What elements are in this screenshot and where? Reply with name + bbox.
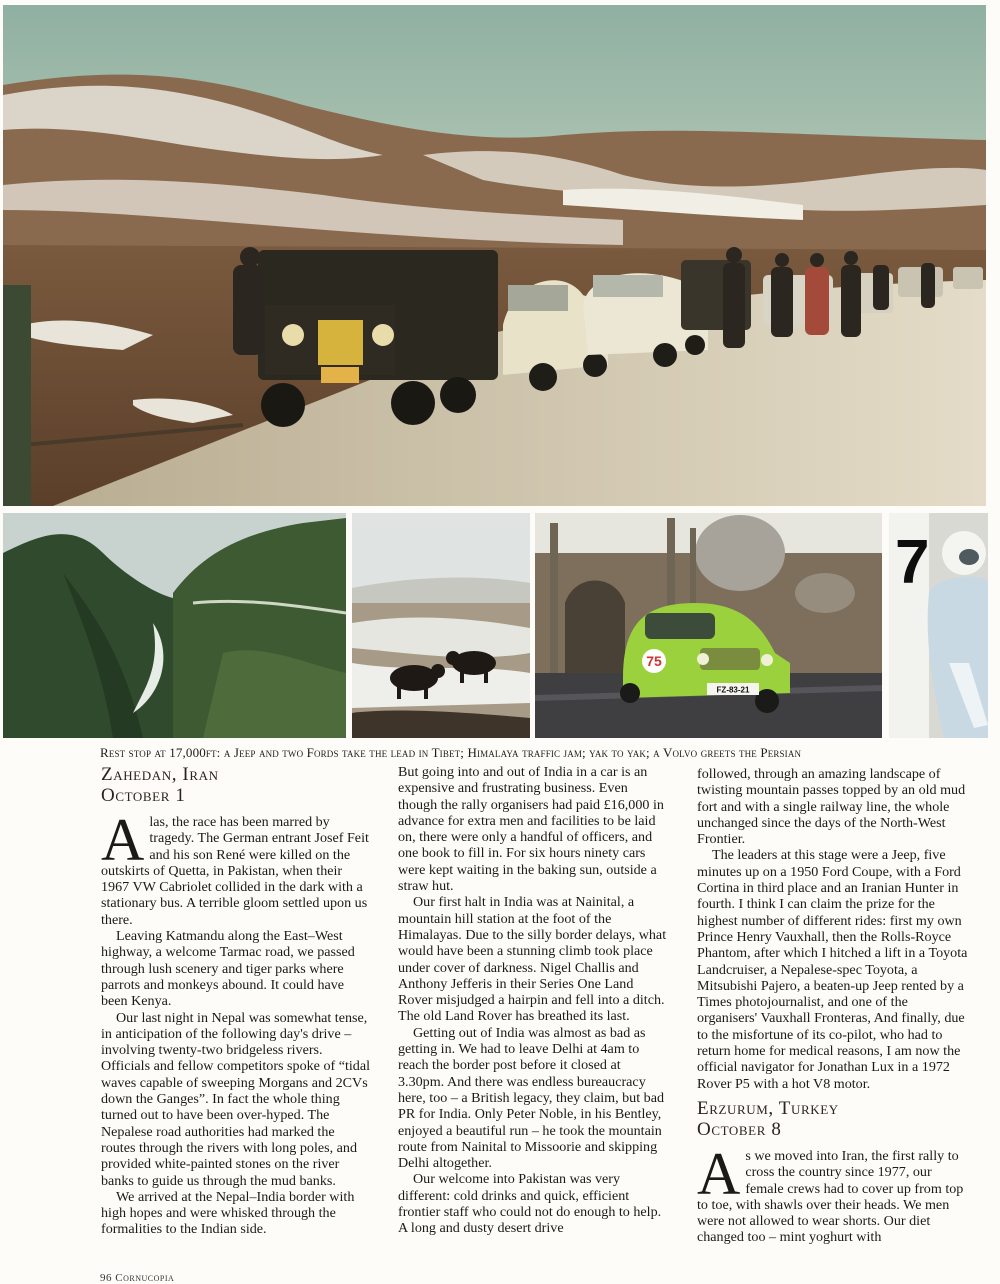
section-heading-date: October 1 bbox=[101, 785, 186, 806]
paragraph: Our welcome into Pakistan was very different: cold drinks and quick, efficient frontier staff who could not do enough to help. A long and dusty desert drive bbox=[398, 1171, 662, 1237]
paragraph: Getting out of India was almost as bad as getting in. We had to leave Delhi at 4am to reach the border post before it closed at 3.30pm. And there was endless bureaucracy here, too – a British legacy, they claim, but bad PR for India. Only Peter Noble, in his Bentley, enjoyed a beautiful run – he took the mountain route from Nainital to Missoorie and skipping Delhi altogether. bbox=[398, 1024, 665, 1172]
photo-driver-in-helmet bbox=[889, 513, 988, 738]
paragraph: We arrived at the Nepal–India border with high hopes and were whisked through the formalities to the Indian side. bbox=[101, 1188, 355, 1238]
article-column-2 bbox=[398, 764, 668, 1237]
drop-cap: A bbox=[101, 807, 145, 873]
photo-himalaya-mountain-road bbox=[3, 513, 346, 738]
paragraph-text: las, the race has been marred by tragedy. The German entrant Josef Feit and his son René were killed on the outskirts of Quetta, in Pakistan, when their 1967 VW Cabriolet collided in the dark with a stationary bus. A terrible gloom settled upon us there. bbox=[101, 814, 369, 928]
paragraph: But going into and out of India in a car is an expensive and frustrating business. Even though the rally organisers had paid £16,000 in advance for extra men and facilities to be laid on, there were only a handful of officers, and one book to fill in. For six hours ninety cars were kept waiting in the baking sun, outside a straw hut. bbox=[398, 764, 664, 895]
paragraph bbox=[697, 1140, 970, 1246]
section-heading-place: Zahedan, Iran bbox=[101, 764, 219, 785]
paragraph: followed, through an amazing landscape of twisting mountain passes topped by an old mud fort and with a single railway line, the whole unchanged since the days of the North-West Frontier. bbox=[697, 766, 966, 848]
photo-yak-to-yak bbox=[352, 513, 530, 738]
photo-volvo-illustration bbox=[535, 513, 882, 738]
photo-caption: Rest stop at 17,000ft: a Jeep and two Fords take the lead in Tibet; Himalaya traffic jam; yak to yak; a Volvo greets the Persian bbox=[100, 745, 802, 760]
photo-driver-illustration bbox=[889, 513, 988, 738]
paragraph-text: s we moved into Iran, the first rally to cross the country since 1977, our female crews had to cover up from top to toe, with shawls over their heads. We men were not allowed to wear shorts. Our diet changed too – mint yoghurt with bbox=[697, 1147, 964, 1246]
article-column-1 bbox=[101, 764, 371, 1238]
paragraph: Leaving Katmandu along the East–West highway, a welcome Tarmac road, we passed through lush scenery and tiger parks where parrots and monkeys abound. It could have been Kenya. bbox=[101, 928, 355, 1010]
paragraph bbox=[101, 807, 371, 928]
paragraph: Our last night in Nepal was somewhat tense, in anticipation of the following day's drive – involving twenty-two bridgeless rivers. Officials and fellow competitors spoke of “tidal waves capable of sweeping Morgans and 2CVs down the Ganges”. In fact the whole thing turned out to have been over-hyped. The Nepalese road authorities had marked the routes through the rivers with long poles, and provided white-painted stones on the river banks to guide us through the mud banks. bbox=[101, 1009, 371, 1189]
photo-himalaya-illustration bbox=[3, 513, 346, 738]
article-column-3 bbox=[697, 766, 970, 1246]
section-heading-date: October 8 bbox=[697, 1118, 782, 1140]
section-heading-block bbox=[697, 1098, 970, 1140]
page-footer: 96 Cornucopia bbox=[100, 1272, 175, 1284]
drop-cap: A bbox=[697, 1140, 741, 1207]
section-heading-place: Erzurum, Turkey bbox=[697, 1097, 839, 1119]
hero-photo-illustration bbox=[3, 5, 986, 506]
volvo-race-number: 75 bbox=[646, 653, 662, 669]
photo-yak-illustration bbox=[352, 513, 530, 738]
hero-photo-rally-cars-tibet bbox=[3, 5, 986, 506]
paragraph: The leaders at this stage were a Jeep, five minutes up on a 1950 Ford Coupe, with a Ford Cortina in third place and an Iranian Hunter in fourth. I think I can claim the prize for the highest number of different rides: first my own Prince Henry Vauxhall, then the Rolls-Royce Phantom, after which I hitched a lift in a Toyota Landcruiser, a Nepalese-spec Toyota, a Mitsubishi Pajero, a beaten-up Jeep rented by a Times photojournalist, and one of the organisers' Vauxhall Fronteras, And finally, due to the misfortune of its co-pilot, who had to return home for medical reasons, I am now the official navigator for Jonathan Lux in a 1972 Rover P5 with a hot V8 motor. bbox=[697, 847, 968, 1092]
race-number-seven: 7 bbox=[895, 528, 930, 597]
paragraph: Our first halt in India was at Nainital, a mountain hill station at the foot of the Himalayas. Due to the silly border delays, what would have been a stunning climb took place under cover of darkness. Nigel Challis and Anthony Jefferis in their Series One Land Rover misjudged a hairpin and fell into a ditch. The old Land Rover has breathed its last. bbox=[398, 894, 667, 1025]
volvo-plate-text: FZ-83-21 bbox=[716, 685, 750, 695]
photo-volvo-persian-mosque bbox=[535, 513, 882, 738]
